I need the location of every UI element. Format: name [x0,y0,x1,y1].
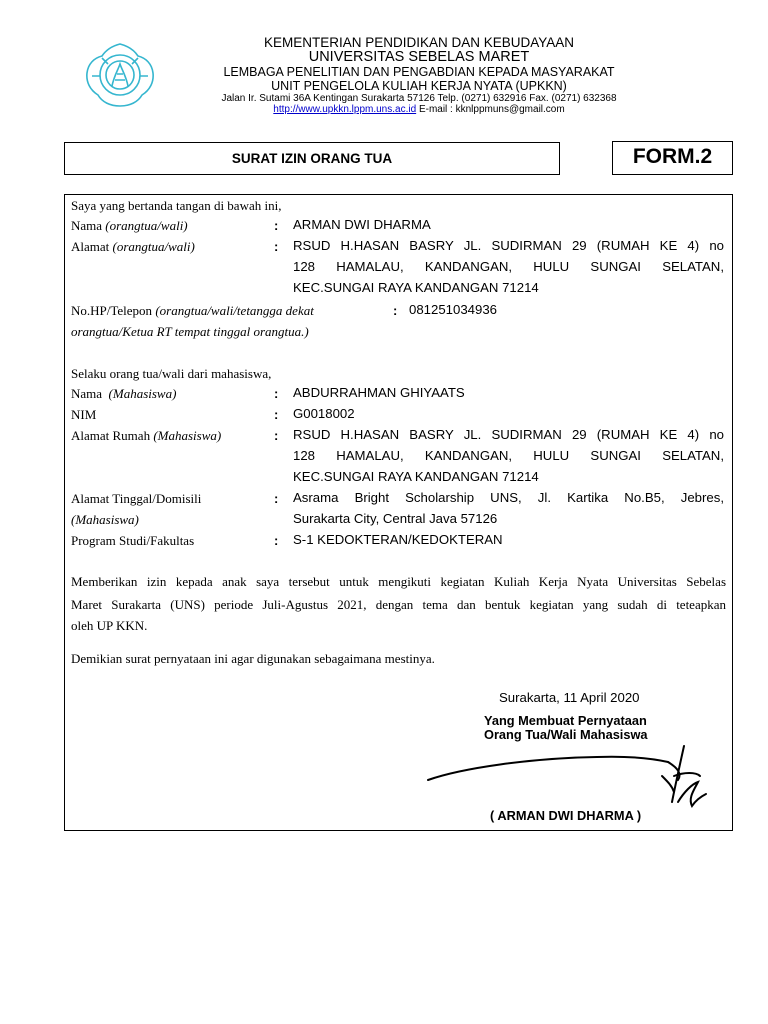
email-text: E-mail : kknlppmuns@gmail.com [418,104,565,115]
permission-line3: oleh UP KKN. [71,618,148,633]
form-code-box [612,141,733,175]
student-domicile-line2: Surakarta City, Central Java 57126 [293,511,498,526]
header-ministry: KEMENTERIAN PENDIDIKAN DAN KEBUDAYAAN [263,35,575,50]
parent-phone-value: 081251034936 [409,302,498,317]
closing-statement: Demikian surat pernyataan ini agar digunakan sebagaimana mestinya. [71,651,435,666]
parent-name-value: ARMAN DWI DHARMA [293,217,431,232]
student-home-line3: KEC.SUNGAI RAYA KANDANGAN 71214 [293,469,539,484]
header-unit: UNIT PENGELOLA KULIAH KERJA NYATA (UPKKN) [271,79,567,93]
parent-intro: Saya yang bertanda tangan di bawah ini, [71,198,282,213]
student-home-line2: 128 HAMALAU, KANDANGAN, HULU SUNGAI SELATAN, [293,448,724,463]
parent-phone-colon: : [393,303,398,318]
student-prodi-label: Program Studi/Fakultas [71,533,195,548]
student-intro: Selaku orang tua/wali dari mahasiswa, [71,366,272,381]
student-prodi-value: S-1 KEDOKTERAN/KEDOKTERAN [293,532,503,547]
parent-address-line2: 128 HAMALAU, KANDANGAN, HULU SUNGAI SELATAN, [293,259,724,274]
student-nim-colon: : [274,407,279,422]
parent-address-colon: : [274,239,279,254]
handwritten-signature [422,742,712,812]
website-link[interactable]: http://www.upkkn.lppm.uns.ac.id [273,104,417,115]
student-name-colon: : [274,386,279,401]
student-domicile-colon: : [274,491,279,506]
header-institute: LEMBAGA PENELITIAN DAN PENGABDIAN KEPADA MASYARAKAT [223,65,615,79]
student-home-colon: : [274,428,279,443]
parent-phone-label: No.HP/Telepon (orangtua/wali/tetangga dekat [71,303,314,318]
student-domicile-label: Alamat Tinggal/Domisili [71,491,202,506]
student-prodi-colon: : [274,533,279,548]
student-name-label: Nama (Mahasiswa) [71,386,177,401]
letter-title: SURAT IZIN ORANG TUA [231,151,393,166]
parent-phone-label-note: orangtua/Ketua RT tempat tinggal orangtua.) [71,324,309,339]
header-address: Jalan Ir. Sutami 36A Kentingan Surakarta 57126 Telp. (0271) 632916 Fax. (0271) 632368 [221,93,617,104]
university-logo [82,40,158,108]
form-code: FORM.2 [632,145,713,168]
parent-address-line3: KEC.SUNGAI RAYA KANDANGAN 71214 [293,280,539,295]
student-nim-value: G0018002 [293,406,355,421]
parent-name-colon: : [274,218,279,233]
signer-name: ( ARMAN DWI DHARMA ) [490,808,642,823]
permission-line1: Memberikan izin kepada anak saya tersebut untuk mengikuti kegiatan Kuliah Kerja Nyata Universitas Sebelas [71,574,726,589]
student-domicile-label-note: (Mahasiswa) [71,512,139,527]
student-domicile-line1: Asrama Bright Scholarship UNS, Jl. Kartika No.B5, Jebres, [293,490,724,505]
student-nim-label: NIM [71,407,97,422]
header-university: UNIVERSITAS SEBELAS MARET [308,49,530,65]
student-home-label: Alamat Rumah (Mahasiswa) [71,428,222,443]
student-name-value: ABDURRAHMAN GHIYAATS [293,385,465,400]
parent-address-label: Alamat (orangtua/wali) [71,239,195,254]
title-box [64,142,560,175]
header-contact [180,104,658,115]
parent-name-label: Nama (orangtua/wali) [71,218,188,233]
signer-role-line1: Yang Membuat Pernyataan [484,713,647,728]
permission-line2: Maret Surakarta (UNS) periode Juli-Agustus 2021, dengan tema dan bentuk kegiatan yang sudah di teteapkan [71,597,726,612]
signer-role-line2: Orang Tua/Wali Mahasiswa [484,727,648,742]
student-home-line1: RSUD H.HASAN BASRY JL. SUDIRMAN 29 (RUMAH KE 4) no [293,427,724,442]
place-date: Surakarta, 11 April 2020 [499,690,640,705]
parent-address-line1: RSUD H.HASAN BASRY JL. SUDIRMAN 29 (RUMAH KE 4) no [293,238,724,253]
